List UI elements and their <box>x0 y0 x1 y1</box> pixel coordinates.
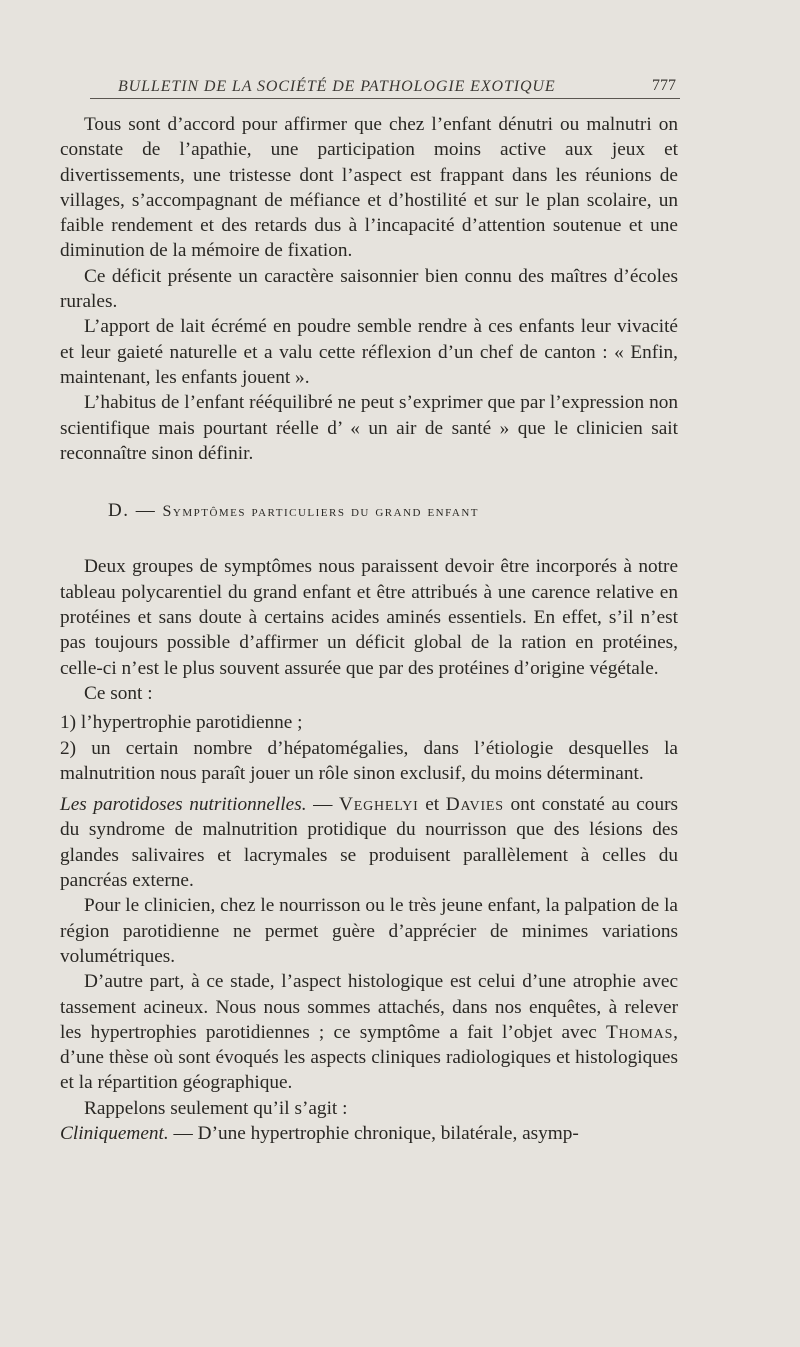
paragraph: Tous sont d’accord pour affirmer que chez l’enfant dénutri ou malnutri on constate de l’apathie, une participation moins active aux jeux et divertissements, une tristesse dont l’aspect est frappant dans les réunions de villages, s’accompagnant de méfiance et d’hostilité et sur le plan scolaire, un faible rendement et des retards dus à l’incapacité d’attention soutenue et une diminution de la mémoire de fixation. <box>60 114 678 262</box>
subsection-title: Les parotidoses nutritionnelles. <box>60 794 307 816</box>
paragraph: Ce déficit présente un caractère saisonnier bien connu des maîtres d’écoles rurales. <box>60 265 678 313</box>
paragraph: L’habitus de l’enfant rééquilibré ne peut s’exprimer que par l’expression non scientifique mais pourtant réelle d’ « un air de santé » que le clinicien sait reconnaître sinon définir. <box>60 392 678 464</box>
paragraph <box>60 969 678 1095</box>
author-name: Thomas <box>606 1021 674 1043</box>
list-item: 1) l’hypertrophie parotidienne ; <box>60 712 303 734</box>
body-text <box>60 112 678 1146</box>
author-name: Davies <box>445 794 504 816</box>
section-label: D. — <box>108 500 163 522</box>
paragraph-text: — D’une hypertrophie chronique, bilatérale, asymp- <box>168 1122 579 1144</box>
conjunction: et <box>418 794 446 816</box>
dash: — <box>306 794 340 816</box>
section-title: Symptômes particuliers du grand enfant <box>162 503 480 521</box>
paragraph <box>60 792 678 893</box>
page-number: 777 <box>652 77 676 94</box>
paragraph: Ce sont : <box>84 682 153 704</box>
page-header <box>90 72 680 99</box>
paragraph-text: D’autre part, à ce stade, l’aspect histologique est celui d’une atrophie avec tassement acineux. Nous nous sommes attachés, dans nos enquêtes, à relever les hypertrophies parotidiennes ; ce symptôme a fait l’objet avec <box>60 971 678 1043</box>
subsection-title: Cliniquement. <box>60 1122 169 1144</box>
section-heading <box>108 498 678 524</box>
paragraph: Deux groupes de symptômes nous paraissent devoir être incorporés à notre tableau polycarentiel du grand enfant et être attribués à une carence relative en protéines et sans doute à certains acides aminés essentiels. En effet, s’il n’est pas toujours possible d’affirmer un déficit global de la ration en protéines, celle-ci n’est le plus souvent assurée que par des protéines d’origine végétale. <box>60 556 678 679</box>
paragraph: Rappelons seulement qu’il s’agit : <box>84 1097 348 1119</box>
running-title: BULLETIN DE LA SOCIÉTÉ DE PATHOLOGIE EXOTIQUE <box>118 78 556 95</box>
paragraph-text: ont constaté au cours du syndrome de malnutrition protidique du nourrisson que des lésions des glandes salivaires et lacrymales se produisent parallèlement à celles du pancréas externe. <box>60 794 679 892</box>
list-item: 2) un certain nombre d’hépatomégalies, dans l’étiologie desquelles la malnutrition nous paraît jouer un rôle sinon exclusif, du moins déterminant. <box>60 737 678 784</box>
paragraph: Pour le clinicien, chez le nourrisson ou le très jeune enfant, la palpation de la région parotidienne ne permet guère d’apprécier de minimes variations volumétriques. <box>60 895 678 967</box>
author-name: Veghelyi <box>339 794 419 816</box>
paragraph: L’apport de lait écrémé en poudre semble rendre à ces enfants leur vivacité et leur gaieté naturelle et a valu cette réflexion d’un chef de canton : « Enfin, maintenant, les enfants jouent ». <box>60 316 678 388</box>
paragraph <box>60 1121 678 1146</box>
paragraph-text: , d’une thèse où sont évoqués les aspects cliniques radiologiques et histologiques et la répartition géographique. <box>60 1021 678 1094</box>
